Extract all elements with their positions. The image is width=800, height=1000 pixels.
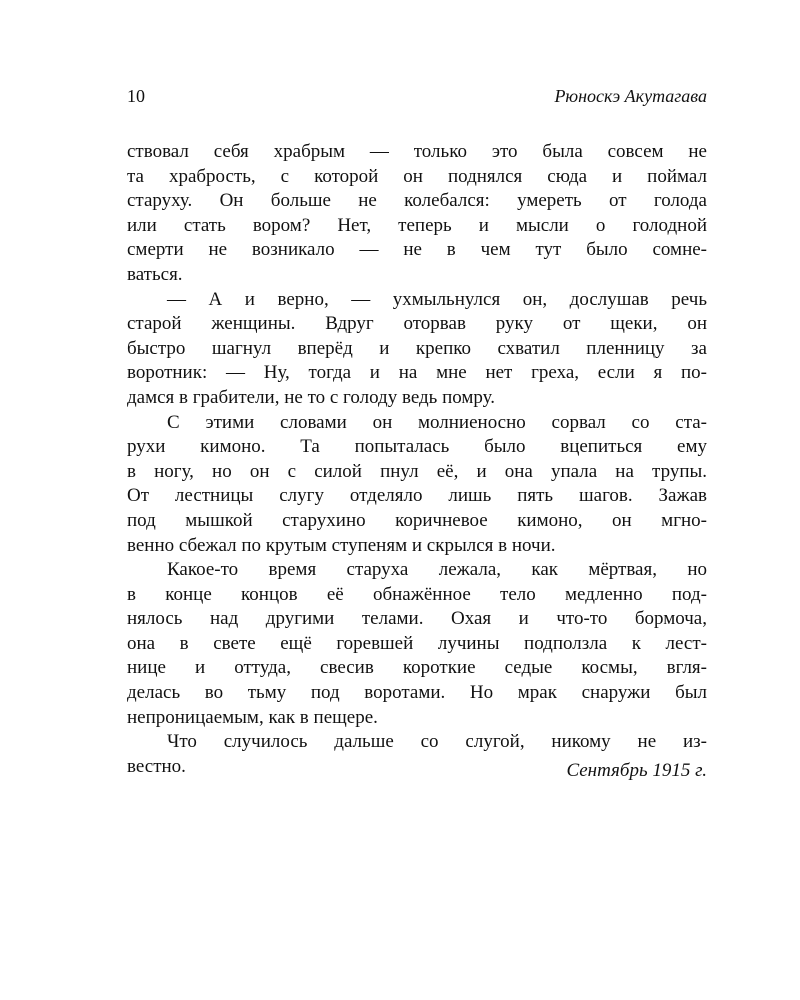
paragraph [127, 411, 707, 559]
text-line: дамся в грабители, не то с голоду ведь помру. [127, 386, 496, 408]
text-line: С этими словами он молниеносно сорвал со ста- [167, 411, 707, 433]
page-number: 10 [127, 86, 145, 106]
text-line: венно сбежал по крутым ступеням и скрылся в ночи. [127, 534, 556, 556]
paragraph [127, 140, 707, 288]
text-line: под мышкой старухино коричневое кимоно, он мгно- [127, 509, 707, 531]
text-line: или стать вором? Нет, теперь и мысли о голодной [127, 214, 707, 236]
text-line: воротник: — Ну, тогда и на мне нет греха, если я по- [127, 362, 707, 384]
text-line: От лестницы слугу отделяло лишь пять шагов. Зажав [127, 485, 707, 507]
text-line: нялось над другими телами. Охая и что-то бормоча, [127, 608, 707, 630]
text-line: смерти не возникало — не в чем тут было сомне- [127, 239, 707, 261]
text-line: рухи кимоно. Та попыталась было вцепиться ему [127, 436, 707, 458]
running-header-author: Рюноскэ Акутагава [554, 86, 707, 106]
text-line: в конце концов её обнажённое тело медленно под- [127, 583, 707, 605]
paragraph [127, 558, 707, 730]
text-line: ствовал себя храбрым — только это была совсем не [127, 141, 707, 162]
text-line: старуху. Он больше не колебался: умереть от голода [127, 190, 707, 212]
text-line: та храбрость, с которой он поднялся сюда и поймал [127, 165, 707, 187]
date-signature: Сентябрь 1915 г. [566, 760, 707, 781]
paragraph [127, 288, 707, 411]
text-line: ваться. [127, 263, 183, 285]
text-line: быстро шагнул вперёд и крепко схватил пленницу за [127, 337, 707, 359]
text-line: старой женщины. Вдруг оторвав руку от щеки, он [127, 313, 707, 335]
text-line: Какое-то время старуха лежала, как мёртвая, но [167, 559, 707, 581]
text-line: вестно. [127, 755, 186, 777]
text-line: Что случилось дальше со слугой, никому не из- [167, 731, 707, 753]
story-text [127, 140, 707, 779]
text-line: в ногу, но он с силой пнул её, и она упала на трупы. [127, 460, 707, 482]
text-line: делась во тьму под воротами. Но мрак снаружи был [127, 682, 707, 704]
text-line: непроницаемым, как в пещере. [127, 706, 378, 728]
text-line: она в свете ещё горевшей лучины подползла к лест- [127, 632, 707, 654]
page-header [127, 86, 707, 110]
text-line: — А и верно, — ухмыльнулся он, дослушав речь [167, 288, 707, 310]
text-line: нице и оттуда, свесив короткие седые космы, вгля- [127, 657, 707, 679]
